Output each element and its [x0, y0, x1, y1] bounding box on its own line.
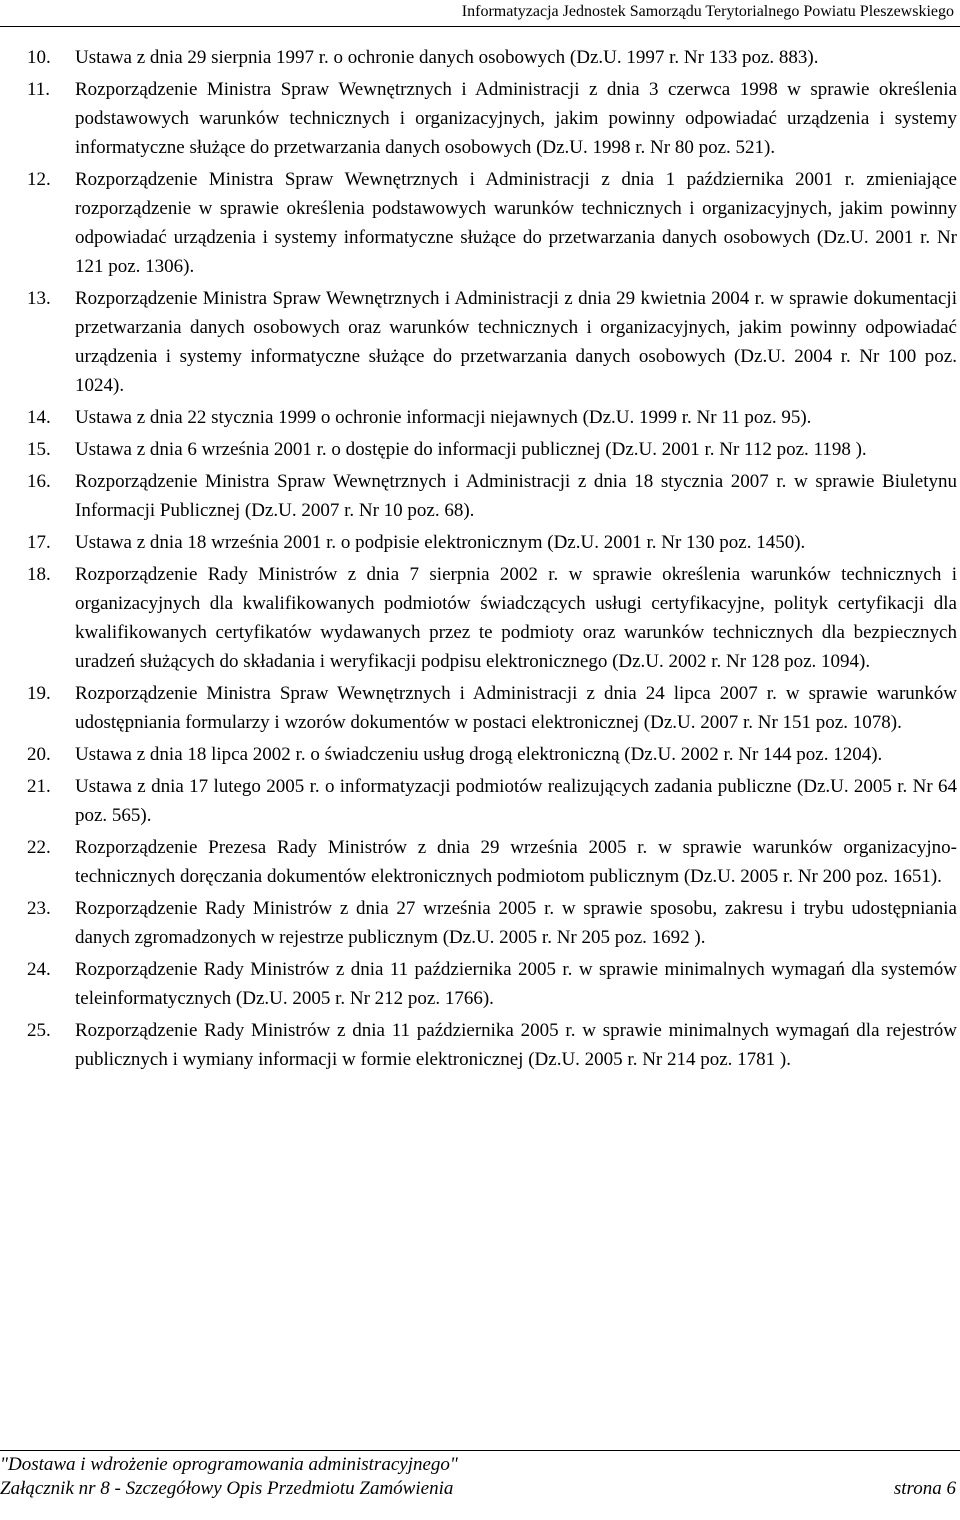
list-item-number: 13.: [27, 288, 51, 309]
list-item-text: Rozporządzenie Rady Ministrów z dnia 11 października 2005 r. w sprawie minimalnych wymagań dla systemów teleinformatycznych (Dz.U. 2005 r. Nr 212 poz. 1766).: [75, 959, 957, 1009]
list-item-text: Rozporządzenie Ministra Spraw Wewnętrznych i Administracji z dnia 3 czerwca 1998 w sprawie określenia podstawowych warunków technicznych i organizacyjnych, jakim powinny odpowiadać urządzenia i systemy informatyczne służące do przetwarzania danych osobowych (Dz.U. 1998 r. Nr 80 poz. 521).: [75, 79, 957, 158]
list-item-text: Ustawa z dnia 29 sierpnia 1997 r. o ochronie danych osobowych (Dz.U. 1997 r. Nr 133 poz. 883).: [75, 47, 819, 68]
list-item-number: 21.: [27, 776, 51, 797]
list-item: [27, 1016, 957, 1074]
footer-page-number: strona 6: [893, 1478, 956, 1499]
list-item: [27, 43, 957, 72]
list-item-number: 16.: [27, 471, 51, 492]
list-item-text: Rozporządzenie Ministra Spraw Wewnętrznych i Administracji z dnia 1 października 2001 r. zmieniające rozporządzenie w sprawie określenia podstawowych warunków technicznych i organizacyjnych, jakim powinny odpowiadać urządzenia i systemy informatyczne służące do przetwarzania danych osobowych (Dz.U. 2001 r. Nr 121 poz. 1306).: [75, 169, 957, 277]
list-item-text: Ustawa z dnia 22 stycznia 1999 o ochronie informacji niejawnych (Dz.U. 1999 r. Nr 11 poz. 95).: [75, 407, 812, 428]
list-item: [27, 679, 957, 737]
list-item: [27, 403, 957, 432]
list-item-number: 11.: [27, 79, 51, 100]
list-item-text: Ustawa z dnia 18 września 2001 r. o podpisie elektronicznym (Dz.U. 2001 r. Nr 130 poz. 1450).: [75, 532, 806, 553]
list-item-number: 12.: [27, 169, 51, 190]
list-item: [27, 467, 957, 525]
list-item-text: Rozporządzenie Ministra Spraw Wewnętrznych i Administracji z dnia 24 lipca 2007 r. w sprawie warunków udostępniania formularzy i wzorów dokumentów w postaci elektronicznej (Dz.U. 2007 r. Nr 151 poz. 1078).: [75, 683, 957, 733]
footer-project-name: "Dostawa i wdrożenie oprogramowania administracyjnego": [0, 1454, 458, 1475]
list-item: [27, 955, 957, 1013]
list-item-text: Rozporządzenie Rady Ministrów z dnia 11 października 2005 r. w sprawie minimalnych wymagań dla rejestrów publicznych i wymiany informacji w formie elektronicznej (Dz.U. 2005 r. Nr 214 poz. 1781 ).: [75, 1020, 957, 1070]
list-item-text: Rozporządzenie Rady Ministrów z dnia 27 września 2005 r. w sprawie sposobu, zakresu i trybu udostępniania danych zgromadzonych w rejestrze publicznym (Dz.U. 2005 r. Nr 205 poz. 1692 ).: [75, 898, 957, 948]
list-item-text: Rozporządzenie Prezesa Rady Ministrów z dnia 29 września 2005 r. w sprawie warunków organizacyjno-technicznych doręczania dokumentów elektronicznych podmiotom publicznym (Dz.U. 2005 r. Nr 200 poz. 1651).: [75, 837, 957, 887]
header-title: Informatyzacja Jednostek Samorządu Terytorialnego Powiatu Pleszewskiego: [461, 3, 954, 20]
list-item-text: Ustawa z dnia 17 lutego 2005 r. o informatyzacji podmiotów realizujących zadania publiczne (Dz.U. 2005 r. Nr 64 poz. 565).: [75, 776, 957, 826]
list-item-number: 22.: [27, 837, 51, 858]
list-item: [27, 75, 957, 162]
list-item-number: 18.: [27, 564, 51, 585]
list-item-text: Ustawa z dnia 18 lipca 2002 r. o świadczeniu usług drogą elektroniczną (Dz.U. 2002 r. Nr 144 poz. 1204).: [75, 744, 883, 765]
list-item: [27, 528, 957, 557]
list-item-number: 19.: [27, 683, 51, 704]
list-item-number: 15.: [27, 439, 51, 460]
page-header: [0, 0, 960, 27]
list-item-text: Rozporządzenie Ministra Spraw Wewnętrznych i Administracji z dnia 18 stycznia 2007 r. w sprawie Biuletynu Informacji Publicznej (Dz.U. 2007 r. Nr 10 poz. 68).: [75, 471, 957, 521]
page-footer: [0, 1450, 960, 1520]
list-item: [27, 165, 957, 281]
list-item: [27, 560, 957, 676]
list-item-number: 14.: [27, 407, 51, 428]
list-item-number: 20.: [27, 744, 51, 765]
legal-acts-list: [27, 43, 957, 1077]
list-item: [27, 772, 957, 830]
list-item-text: Ustawa z dnia 6 września 2001 r. o dostępie do informacji publicznej (Dz.U. 2001 r. Nr 112 poz. 1198 ).: [75, 439, 867, 460]
list-item-text: Rozporządzenie Rady Ministrów z dnia 7 sierpnia 2002 r. w sprawie określenia warunków technicznych i organizacyjnych dla kwalifikowanych podmiotów świadczących usługi certyfikacyjne, polityk certyfikacji dla kwalifikowanych certyfikatów wydawanych przez te podmioty oraz warunków technicznych dla bezpiecznych uradzeń służących do składania i weryfikacji podpisu elektronicznego (Dz.U. 2002 r. Nr 128 poz. 1094).: [75, 564, 957, 672]
list-item: [27, 435, 957, 464]
footer-divider: [0, 1450, 960, 1451]
list-item: [27, 740, 957, 769]
footer-attachment-title: Załącznik nr 8 - Szczegółowy Opis Przedmiotu Zamówienia: [0, 1478, 454, 1499]
list-item-number: 10.: [27, 47, 51, 68]
list-item: [27, 284, 957, 400]
list-item: [27, 833, 957, 891]
list-item-number: 17.: [27, 532, 51, 553]
list-item-text: Rozporządzenie Ministra Spraw Wewnętrznych i Administracji z dnia 29 kwietnia 2004 r. w sprawie dokumentacji przetwarzania danych osobowych oraz warunków technicznych i organizacyjnych, jakim powinny odpowiadać urządzenia i systemy informatyczne służące do przetwarzania danych osobowych (Dz.U. 2004 r. Nr 100 poz. 1024).: [75, 288, 957, 396]
list-item: [27, 894, 957, 952]
list-item-number: 23.: [27, 898, 51, 919]
list-item-number: 25.: [27, 1020, 51, 1041]
list-item-number: 24.: [27, 959, 51, 980]
